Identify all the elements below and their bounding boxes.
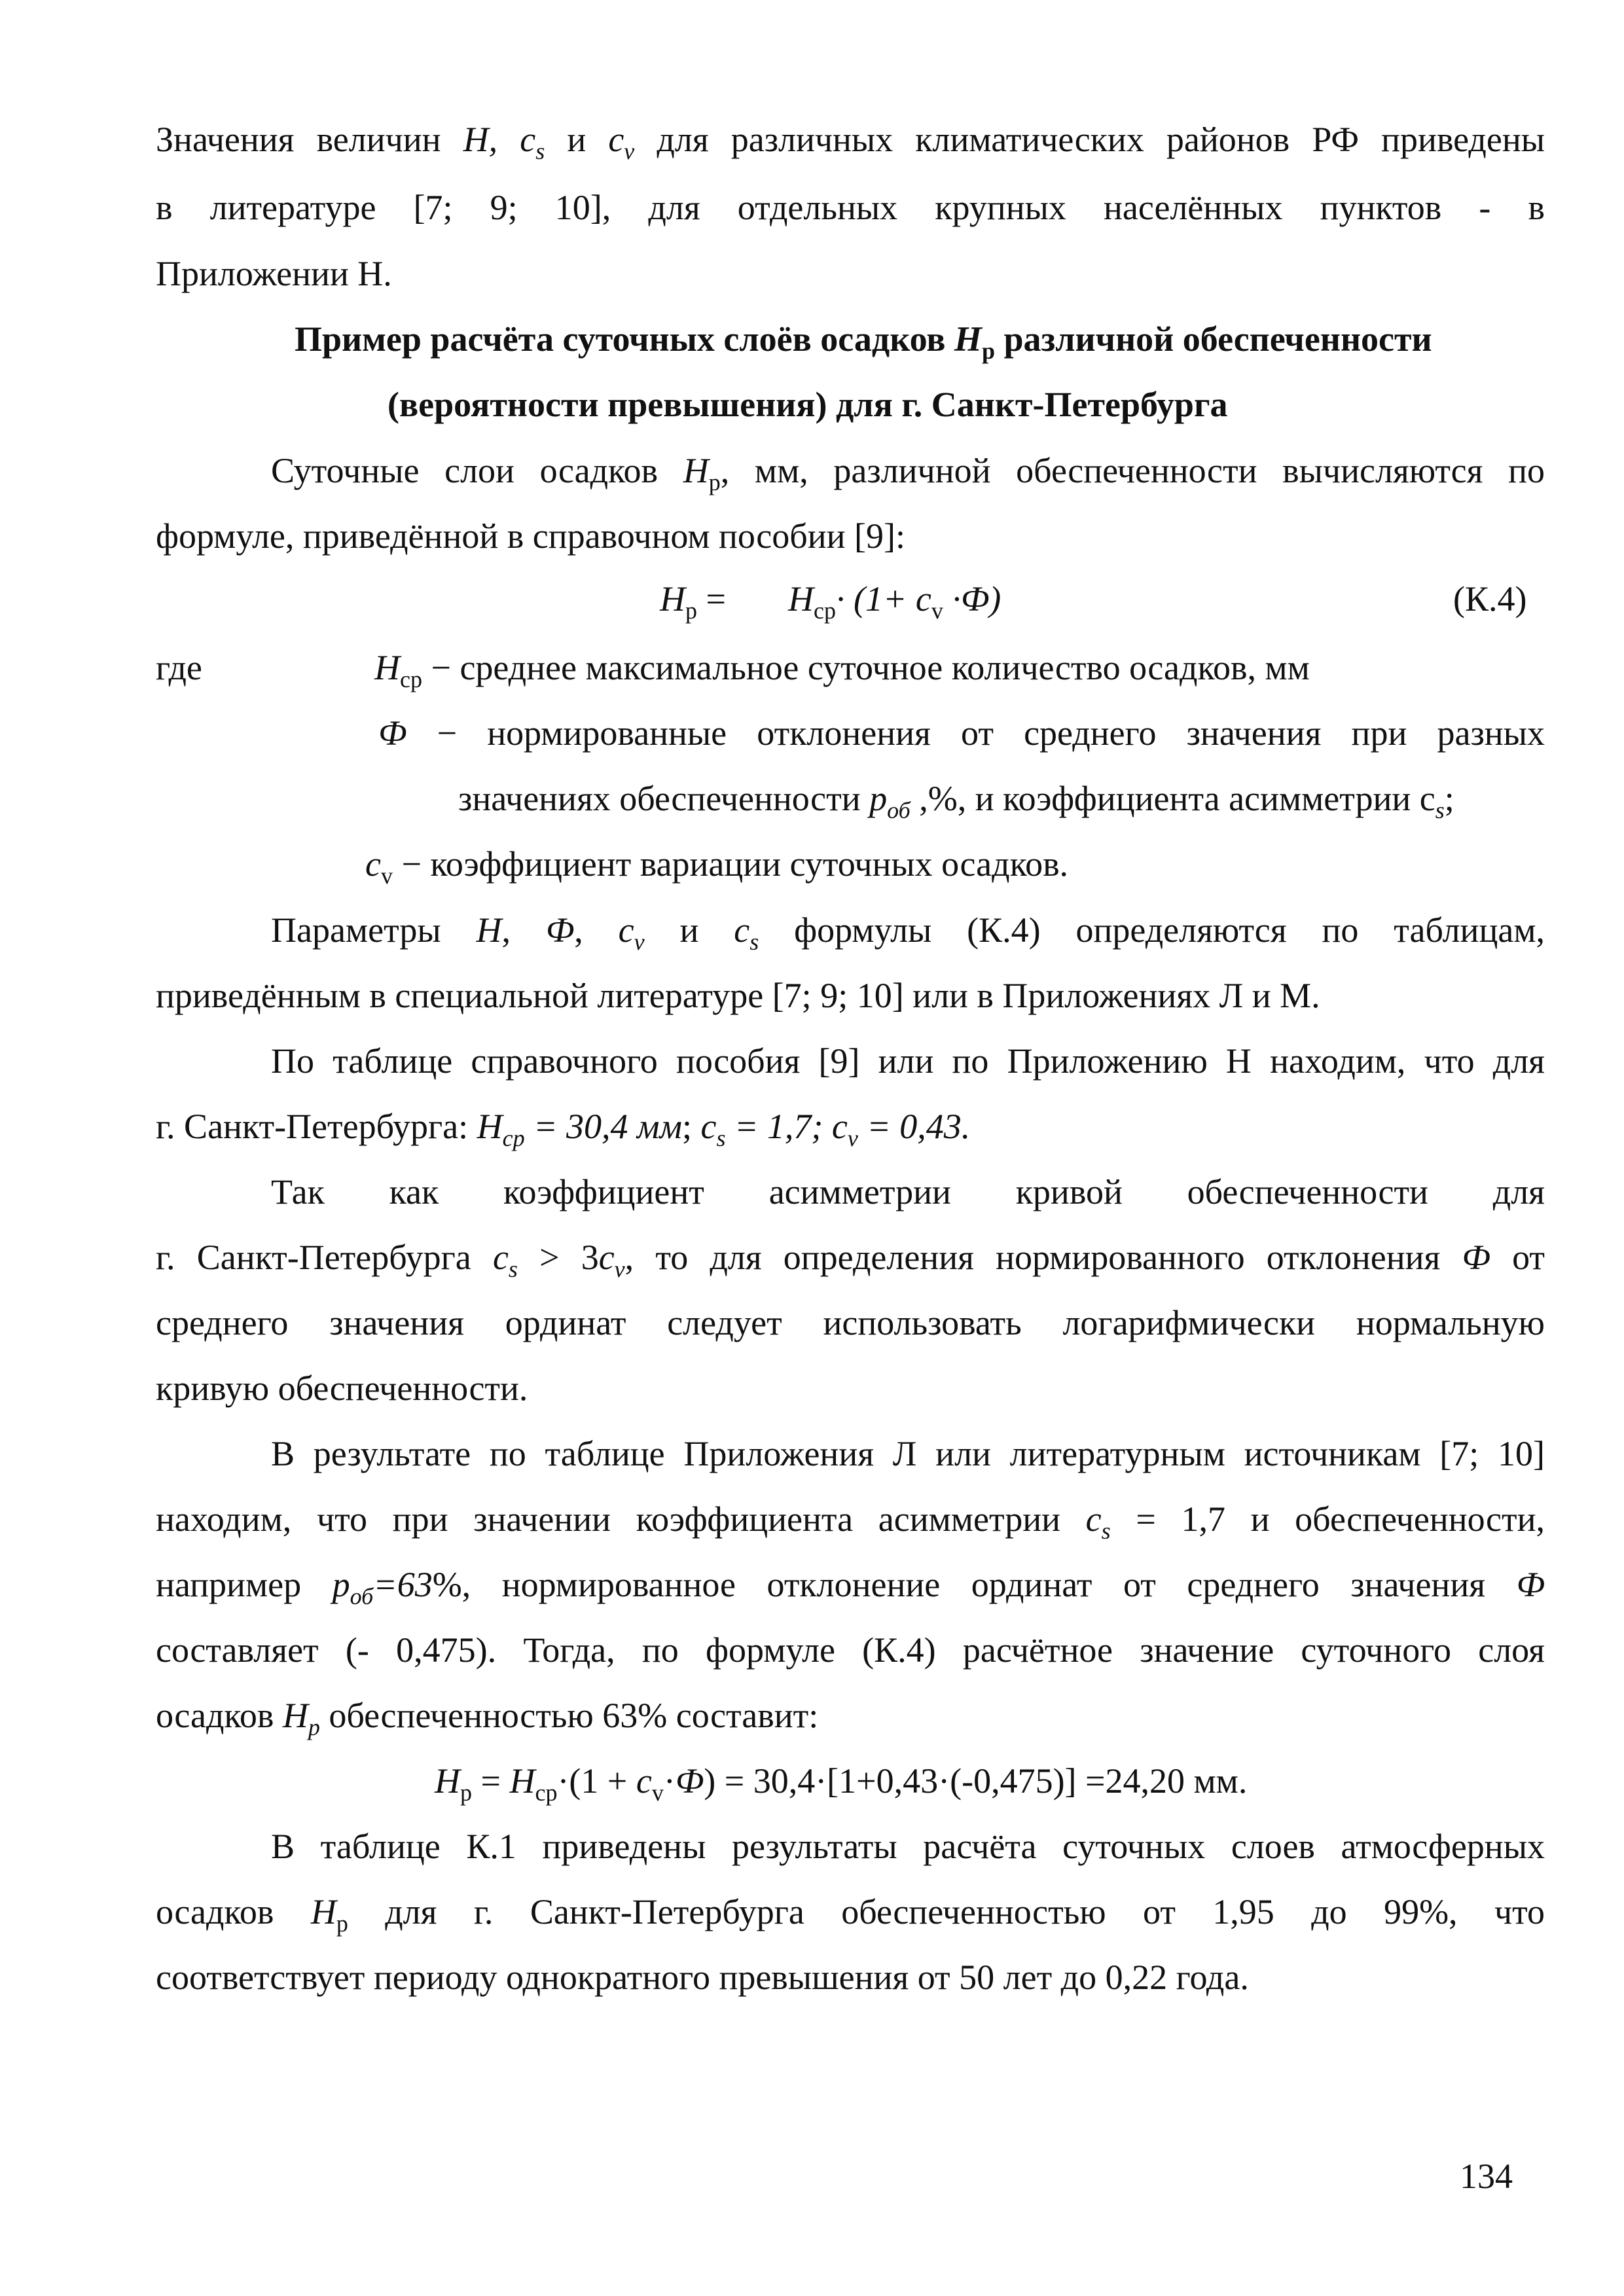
where-label: где <box>156 648 202 687</box>
paragraph-4-line-1: По таблице справочного пособия [9] или по Приложению Н находим, что для <box>271 1041 1545 1081</box>
paragraph-6-line-3: например $p_{об}=63\%$, нормированное отклонение ординат от среднего значения Ф <box>156 1565 1545 1609</box>
section-heading-line-1: Пример расчёта суточных слоёв осадков $H_р$ различной обеспеченности <box>295 319 1432 364</box>
paragraph-6-line-2: находим, что при значении коэффициента асимметрии $c_s = 1,7$ и обеспеченности, <box>156 1499 1545 1544</box>
paragraph-7-line-1: В таблице К.1 приведены результаты расчёта суточных слоев атмосферных <box>271 1827 1545 1866</box>
paragraph-5-line-3: среднего значения ординат следует использовать логарифмически нормальную <box>156 1303 1545 1342</box>
paragraph-6-line-4: составляет (- 0,475). Тогда, по формуле (К.4) расчётное значение суточного слоя <box>156 1630 1545 1670</box>
formula-calculation: $H_р = H_{ср}\cdot(1 + c_v\cdot Ф) = 30,4\cdot[1+0,43\cdot(-0,475)] =24,20$ мм. <box>435 1761 1248 1806</box>
where-term-phi-continued: значениях обеспеченности $p_{об}$ ,%, и коэффициента асимметрии $c_s$; <box>458 779 1454 823</box>
paragraph-4-line-2: г. Санкт-Петербурга: $H_{ср} = 30,4$ мм; $c_s = 1,7$; $c_v = 0,43$. <box>156 1107 971 1151</box>
formula-k4-number: (К.4) <box>1453 579 1527 619</box>
paragraph-1-line-3: Приложении Н. <box>156 254 392 293</box>
paragraph-1-line-1: Значения величин H, $c_s$ и $c_v$ для различных климатических районов РФ приведены <box>156 120 1545 164</box>
where-term-cv: $c_v$ − коэффициент вариации суточных осадков. <box>365 844 1069 889</box>
page-number: 134 <box>1460 2157 1513 2196</box>
paragraph-5-line-1: Так как коэффициент асимметрии кривой обеспеченности для <box>271 1172 1545 1211</box>
paragraph-2-line-2: формуле, приведённой в справочном пособии [9]: <box>156 516 905 556</box>
paragraph-5-line-4: кривую обеспеченности. <box>156 1369 528 1408</box>
paragraph-5-line-2: г. Санкт-Петербурга $c_s > 3c_v$, то для определения нормированного отклонения Ф от <box>156 1238 1545 1282</box>
where-term-hcp: $H_{ср}$ − среднее максимальное суточное количество осадков, мм <box>374 648 1310 692</box>
paragraph-7-line-3: соответствует периоду однократного превышения от 50 лет до 0,22 года. <box>156 1958 1249 1997</box>
paragraph-6-line-1: В результате по таблице Приложения Л или литературным источникам [7; 10] <box>271 1434 1545 1473</box>
paragraph-3-line-1: Параметры H, Ф, $c_v$ и $c_s$ формулы (К.4) определяются по таблицам, <box>271 910 1545 955</box>
where-term-phi: Ф − нормированные отклонения от среднего значения при разных <box>378 713 1545 753</box>
paragraph-1-line-2: в литературе [7; 9; 10], для отдельных крупных населённых пунктов - в <box>156 188 1545 227</box>
paragraph-2-line-1: Суточные слои осадков $H_р$, мм, различной обеспеченности вычисляются по <box>271 451 1545 495</box>
paragraph-7-line-2: осадков $H_р$ для г. Санкт-Петербурга обеспеченностью от 1,95 до 99%, что <box>156 1892 1545 1937</box>
formula-k4: $H_р = H_{ср}\cdot (1+ c_v \cdot Ф)$ <box>660 579 1001 624</box>
paragraph-6-line-5: осадков $H_р$ обеспеченностью 63% составит: <box>156 1696 819 1740</box>
section-heading-line-2: (вероятности превышения) для г. Санкт-Петербурга <box>388 385 1228 424</box>
paragraph-3-line-2: приведённым в специальной литературе [7; 9; 10] или в Приложениях Л и М. <box>156 976 1320 1015</box>
